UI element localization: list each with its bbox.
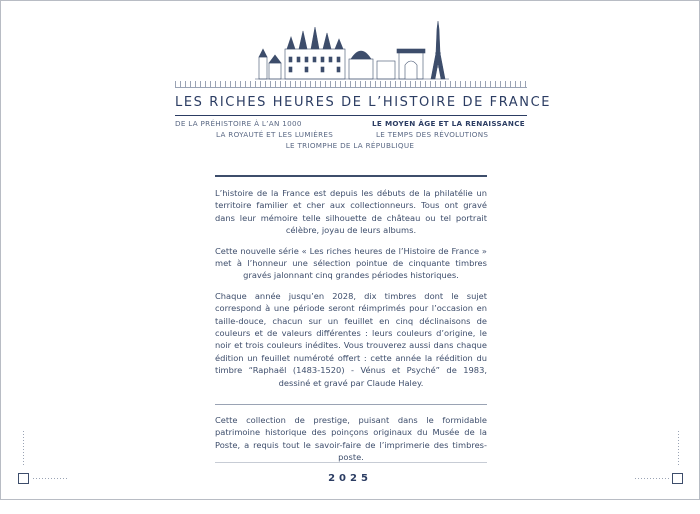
paris-skyline-illustration xyxy=(251,19,451,81)
paragraph-intro: L’histoire de la France est depuis les débuts de la philatélie un territoire familier et cher aux collectionneurs. Tous ont gravé dans leur mémoire telle silhouette de château ou tel portrait célèbre, joyau de leurs albums. xyxy=(215,188,487,236)
left-dotted-guide xyxy=(23,431,24,467)
period-revolutions: LE TEMPS DES RÉVOLUTIONS xyxy=(376,130,489,139)
period-republic: LE TRIOMPHE DE LA RÉPUBLIQUE xyxy=(285,141,415,150)
left-dotted-guide-horizontal xyxy=(33,478,67,479)
paragraph-series: Cette nouvelle série « Les riches heures de l’Histoire de France » met à l’honneur une sélection pointue de cinquante timbres gravés jalonnant cinq grandes périodes historiques. xyxy=(215,245,487,281)
edition-year: 2025 xyxy=(328,473,372,484)
period-middle-ages: LE MOYEN ÂGE ET LA RENAISSANCE xyxy=(372,119,525,128)
text-bottom-divider xyxy=(215,462,487,463)
body-text xyxy=(215,187,487,397)
series-title: LES RICHES HEURES DE L’HISTOIRE DE FRANCE xyxy=(175,95,552,110)
right-corner-mark xyxy=(672,473,683,484)
text-top-divider xyxy=(215,175,487,177)
left-corner-mark xyxy=(18,473,29,484)
period-royalty: LA ROYAUTÉ ET LES LUMIÈRES xyxy=(216,130,334,139)
period-prehistory: DE LA PRÉHISTOIRE À L’AN 1000 xyxy=(175,119,302,128)
decorative-ruler xyxy=(175,81,527,88)
right-dotted-guide xyxy=(678,431,679,467)
title-divider xyxy=(175,115,527,116)
text-mid-divider xyxy=(215,404,487,405)
paragraph-details: Chaque année jusqu’en 2028, dix timbres dont le sujet correspond à une période seront réimprimés pour l’occasion en taille-douce, chacun sur un feuillet en cinq déclinaisons de couleurs et de valeurs différentes : leurs couleurs d’origine, le noir et trois couleurs inédites. Vous trouverez aussi dans chaque édition un feuillet numéroté offert : cette année la réédition du timbre “Raphaël (1483-1520) - Vénus et Psyché” de 1983, dessiné et gravé par Claude Haley. xyxy=(215,290,487,388)
paragraph-closing: Cette collection de prestige, puisant dans le formidable patrimoine historique des poinçons originaux du Musée de la Poste, a requis tout le savoir-faire de l’imprimerie des timbres-poste. xyxy=(215,415,487,463)
right-dotted-guide-horizontal xyxy=(635,478,669,479)
